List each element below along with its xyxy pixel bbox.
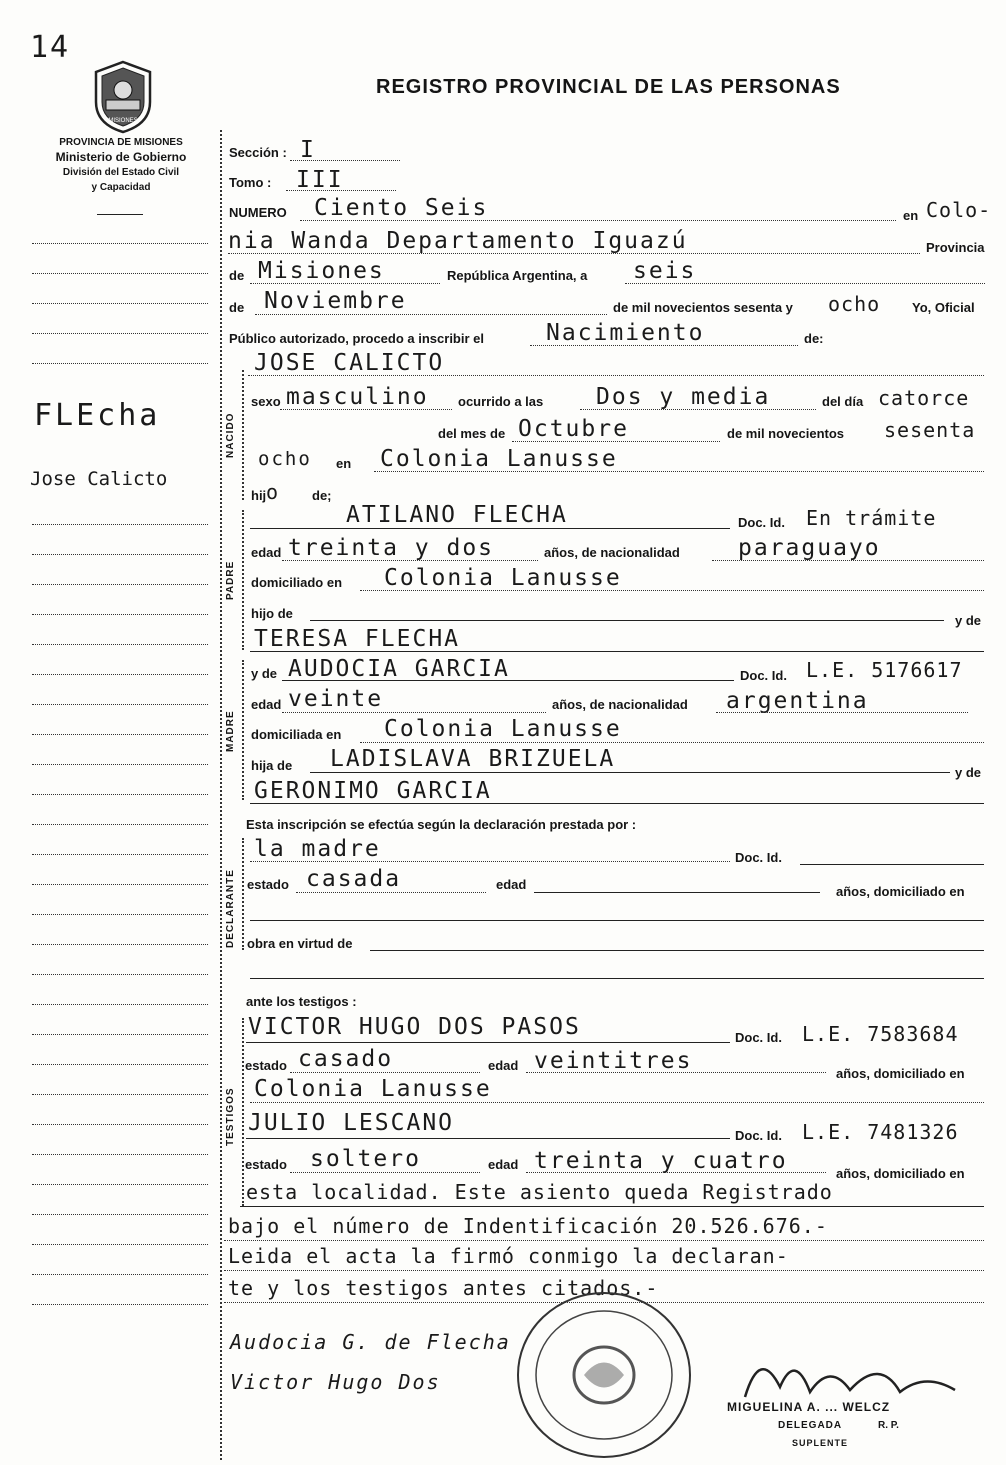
value-anio: ocho (828, 292, 881, 316)
label-madre-y-de-2: y de (955, 765, 982, 780)
official-stamp (514, 1290, 694, 1460)
value-madre-nac: argentina (726, 688, 869, 714)
label-provincia: Provincia (926, 240, 985, 255)
section-padre: PADRE (225, 560, 236, 600)
label-madre-y-de: y de (251, 666, 278, 681)
note-line-4: te y los testigos antes citados.- (228, 1276, 659, 1300)
label-madre-doc: Doc. Id. (740, 668, 787, 683)
value-provincia: Misiones (258, 258, 385, 284)
official-sub: R. P. (878, 1420, 899, 1431)
label-publico: Público autorizado, procedo a inscribir el (229, 331, 484, 346)
label-de-mil-nov: de mil novecientos (727, 426, 845, 441)
value-testigo1-dom: Colonia Lanusse (254, 1076, 492, 1102)
label-padre-nac: años, de nacionalidad (544, 545, 680, 560)
value-testigo1-estado: casado (298, 1046, 394, 1072)
note-line-3: Leida el acta la firmó conmigo la declaran- (228, 1244, 789, 1268)
value-padre-nombre: ATILANO FLECHA (346, 502, 568, 528)
label-de-semi: de; (312, 488, 332, 503)
label-padre-hijo-de: hijo de (251, 606, 293, 621)
section-nacido: NACIDO (225, 412, 236, 458)
label-del-dia: del día (822, 394, 864, 409)
value-numero: Ciento Seis (314, 195, 489, 221)
value-mes: Noviembre (264, 288, 407, 314)
value-testigo2-nombre: JULIO LESCANO (248, 1110, 455, 1136)
label-padre-edad: edad (251, 545, 282, 560)
label-tomo: Tomo : (229, 175, 272, 190)
page-title: REGISTRO PROVINCIAL DE LAS PERSONAS (376, 76, 841, 98)
label-padre-y-de: y de (955, 613, 982, 628)
label-ocurrido: ocurrido a las (458, 394, 544, 409)
label-del-mes: del mes de (438, 426, 506, 441)
value-testigo1-edad: veintitres (534, 1048, 693, 1074)
value-anio-nac-1: sesenta (884, 418, 976, 442)
value-madre-edad: veinte (288, 686, 384, 712)
label-testigo2-anos-dom: años, domiciliado en (836, 1166, 965, 1181)
value-mes-nac: Octubre (518, 416, 629, 442)
label-en: en (903, 208, 919, 223)
label-decl-estado: estado (247, 877, 289, 892)
value-nombre: JOSE CALICTO (254, 350, 445, 376)
margin-given-name: Jose Calicto (30, 468, 168, 490)
label-decl-doc: Doc. Id. (735, 850, 782, 865)
label-madre-dom: domiciliada en (251, 727, 342, 742)
org-capacity: y Capacidad (91, 182, 151, 193)
value-madre-doc: L.E. 5176617 (806, 658, 963, 682)
value-madre-nombre: AUDOCIA GARCIA (288, 656, 510, 682)
label-padre-dom: domiciliado en (251, 575, 343, 590)
label-seccion: Sección : (229, 145, 287, 160)
label-de-1: de (229, 268, 245, 283)
label-testigo1-doc: Doc. Id. (735, 1030, 782, 1045)
org-ministry: Ministerio de Gobierno (55, 150, 187, 164)
value-hora: Dos y media (596, 384, 771, 410)
official-signature (740, 1342, 970, 1402)
value-testigo2-doc: L.E. 7481326 (802, 1120, 959, 1144)
value-sexo: masculino (286, 384, 429, 410)
value-tomo: III (296, 167, 344, 193)
section-declarante: DECLARANTE (225, 869, 236, 948)
value-seccion: I (300, 137, 316, 163)
seal-text: MISIONES (108, 118, 138, 124)
label-obra: obra en virtud de (247, 936, 353, 951)
signature-victor: Victor Hugo Dos (230, 1370, 441, 1394)
label-testigo1-edad: edad (488, 1058, 519, 1073)
section-madre: MADRE (225, 710, 236, 752)
value-decl-estado: casada (306, 866, 402, 892)
official-title: DELEGADA (778, 1420, 843, 1431)
value-hijo-suffix: o (266, 480, 280, 504)
value-anio-nac-2: ocho (258, 448, 312, 470)
value-dia: seis (633, 258, 697, 284)
value-padre-dom: Colonia Lanusse (384, 565, 622, 591)
label-en-nac: en (336, 456, 352, 471)
value-en-lugar-1: Colo- (926, 198, 992, 222)
value-padre-edad: treinta y dos (288, 535, 495, 561)
value-madre-madre: LADISLAVA BRIZUELA (330, 746, 616, 772)
label-hijo: hij (251, 488, 267, 503)
label-madre-hija-de: hija de (251, 758, 293, 773)
label-de-2: de (229, 300, 245, 315)
label-testigo2-estado: estado (245, 1157, 287, 1172)
section-testigos: TESTIGOS (225, 1087, 236, 1146)
label-esta-inscripcion: Esta inscripción se efectúa según la declaración prestada por : (246, 817, 637, 832)
value-declarante: la madre (254, 836, 381, 862)
value-acto: Nacimiento (546, 320, 705, 346)
label-sexo: sexo (251, 394, 281, 409)
value-padre-madre: TERESA FLECHA (254, 626, 461, 652)
label-padre-doc: Doc. Id. (738, 515, 785, 530)
label-ante-testigos: ante los testigos : (246, 994, 357, 1009)
page-number: 14 (30, 30, 71, 65)
value-testigo1-doc: L.E. 7583684 (802, 1022, 959, 1046)
value-lugar-nac: Colonia Lanusse (380, 446, 618, 472)
note-line-2: bajo el número de Indentificación 20.526.676.- (228, 1214, 828, 1238)
label-decl-edad: edad (496, 877, 527, 892)
label-testigo2-doc: Doc. Id. (735, 1128, 782, 1143)
label-madre-nac: años, de nacionalidad (552, 697, 688, 712)
label-de-colon: de: (804, 331, 824, 346)
value-en-lugar-2: nia Wanda Departamento Iguazú (228, 228, 688, 254)
value-testigo2-estado: soltero (310, 1146, 421, 1172)
note-line-1: esta localidad. Este asiento queda Registrado (246, 1180, 833, 1204)
signature-audocia: Audocia G. de Flecha (230, 1330, 511, 1354)
value-testigo2-edad: treinta y cuatro (534, 1148, 788, 1174)
label-de-mil: de mil novecientos sesenta y (613, 300, 793, 315)
org-province: PROVINCIA DE MISIONES (59, 137, 183, 148)
org-division: División del Estado Civil (62, 167, 180, 178)
margin-surname: FLEcha (34, 398, 161, 433)
value-madre-dom: Colonia Lanusse (384, 716, 622, 742)
label-yo-oficial: Yo, Oficial (912, 300, 975, 315)
label-testigo1-anos-dom: años, domiciliado en (836, 1066, 965, 1081)
official-name: MIGUELINA A. ... WELCZ (727, 1400, 891, 1414)
label-republica: República Argentina, a (447, 268, 588, 283)
label-decl-anos-dom: años, domiciliado en (836, 884, 965, 899)
provincial-seal (88, 58, 158, 141)
label-madre-edad: edad (251, 697, 282, 712)
value-padre-doc: En trámite (806, 506, 937, 530)
value-dia-nac: catorce (878, 386, 970, 410)
value-madre-padre: GERONIMO GARCIA (254, 778, 492, 804)
label-numero: NUMERO (229, 205, 287, 220)
label-testigo1-estado: estado (245, 1058, 287, 1073)
value-padre-nac: paraguayo (738, 535, 881, 561)
value-testigo1-nombre: VICTOR HUGO DOS PASOS (248, 1014, 581, 1040)
official-sub2: SUPLENTE (792, 1438, 849, 1448)
label-testigo2-edad: edad (488, 1157, 519, 1172)
